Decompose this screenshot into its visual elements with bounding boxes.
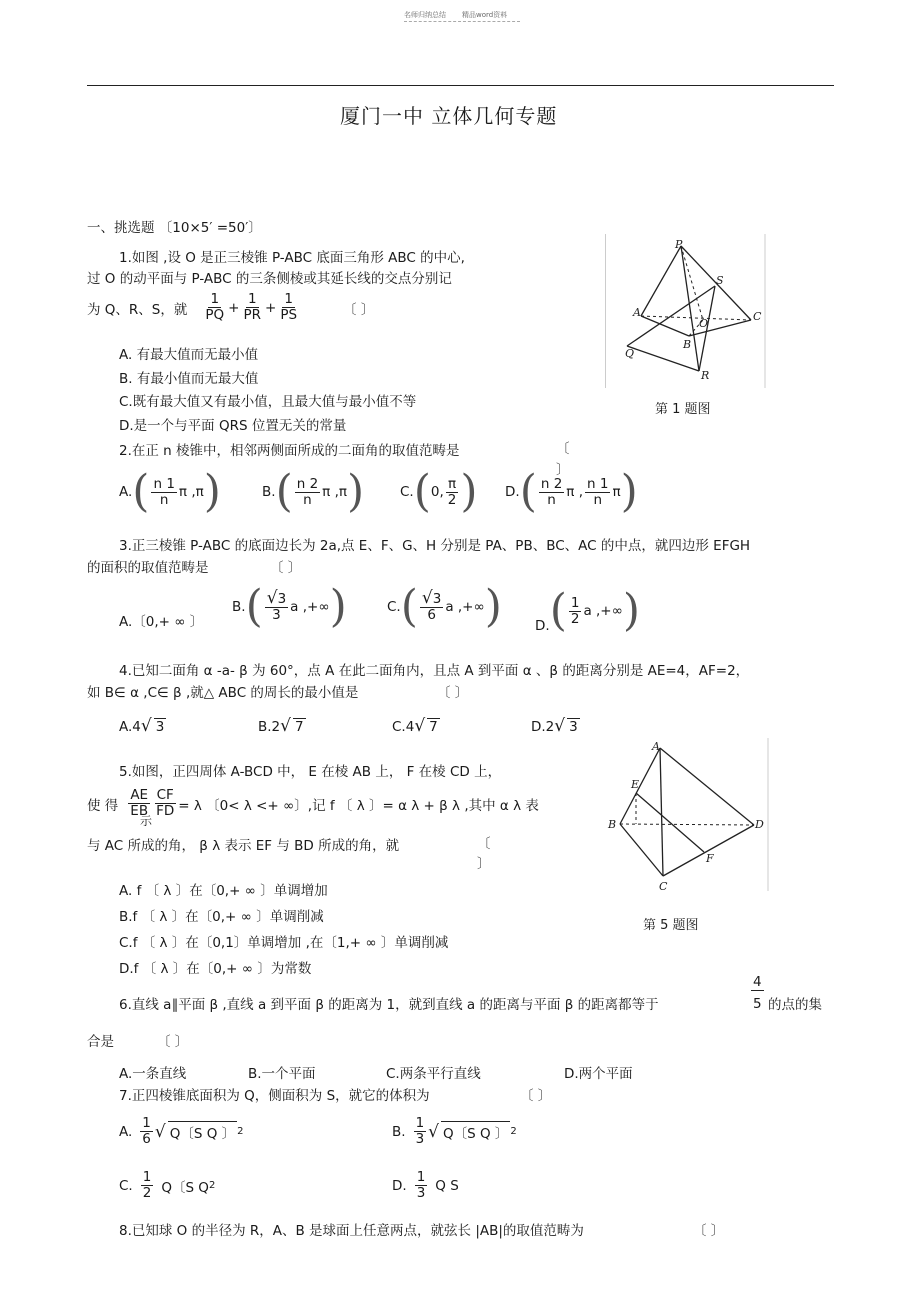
fig5-label-b: B [608, 818, 617, 831]
fig1-label-p: P [675, 238, 683, 251]
q5-bracket-bottom: 〕 [477, 856, 491, 872]
q6-tail: 的点的集 [768, 997, 822, 1013]
q5-option-d: D.f 〔 λ 〕在〔0,+ ∞ 〕为常数 [119, 961, 312, 977]
q1-option-c: C.既有最大值又有最小值，且最大值与最小值不等 [119, 394, 417, 410]
fig5-label-e: E [631, 778, 640, 791]
q5-line2: 使 得 $\frac{AE}{EB}$ $\frac{CF}{FD}$ = λ 〔0< λ <+ ∞〕,记 f 〔 λ 〕= α λ + β λ ,其中 α λ 表 [87, 787, 539, 819]
q2-option-c: C. ( 0, $\frac{\pi}{2}$ ) [400, 466, 478, 517]
q3-line1: 3.正三棱锥 P-ABC 的底面边长为 2a,点 E、F、G、H 分别是 PA、PB、BC、AC 的中点，就四边形 EFGH [119, 538, 751, 554]
fig5-label-f: F [706, 852, 714, 865]
q4-line2: 如 B∈ α ,C∈ β ,就△ ABC 的周长的最小值是 [87, 685, 359, 701]
q3-option-b: B. ( $\frac{√3}{3}$ a ,+∞ ) [232, 581, 347, 632]
q6-option-c: C.两条平行直线 [386, 1066, 481, 1082]
fig1-label-q: Q [625, 347, 635, 360]
q1-frac-pr: $\frac{1}{PR}$ [243, 291, 261, 323]
q6-fraction: $\frac{4}{5}$ [753, 974, 762, 1012]
q4-option-d: D.2√ 3 [531, 716, 578, 736]
q2-bracket-top: 〔 [556, 441, 570, 457]
q3-bracket: 〔 〕 [270, 560, 302, 576]
q1-plus-2: + [265, 299, 277, 316]
q6-line2: 合是 [87, 1034, 114, 1050]
q1-lead: 为 Q、R、S，就 [87, 301, 188, 318]
header-dash-line [404, 21, 520, 22]
fig1-label-o: O [699, 317, 709, 330]
q1-expression [87, 292, 374, 323]
q7-bracket: 〔 〕 [520, 1088, 552, 1104]
q3-option-a: A.〔0,+ ∞ 〕 [119, 614, 204, 630]
q1-bracket: 〔 〕 [343, 301, 375, 318]
q7-option-a: A. $\frac{1}{6}$ √ Q〔S Q 〕 2 [119, 1115, 244, 1147]
q6-option-d: D.两个平面 [564, 1066, 633, 1082]
q5-figure-caption: 第 5 题图 [643, 918, 699, 933]
q2-option-d: D. ( $\frac{n 2}{n}$ π , $\frac{n 1}{n}$ π ) [505, 466, 638, 517]
q5-figure [578, 738, 770, 893]
q1-line1: 1.如图 ,设 O 是正三棱锥 P-ABC 底面三角形 ABC 的中心, [119, 250, 465, 266]
q4-line1: 4.已知二面角 α -a- β 为 60°，点 A 在此二面角内，且点 A 到平面 α 、β 的距离分别是 AE=4，AF=2， [119, 663, 750, 679]
q7-option-d: D. $\frac{1}{3}$ Q S [392, 1169, 459, 1201]
fig5-label-d: D [755, 818, 764, 831]
q2-bracket-bottom: 〕 [556, 462, 570, 478]
q6-option-b: B.一个平面 [248, 1066, 316, 1082]
q2-option-a: A. ( $\frac{n 1}{n}$ π ,π ) [119, 466, 221, 517]
q4-option-b: B.2√ 7 [258, 716, 304, 736]
q3-option-c: C. ( $\frac{√3}{6}$ a ,+∞ ) [387, 581, 502, 632]
q1-option-a: A. 有最大值而无最小值 [119, 347, 259, 363]
q6-option-a: A.一条直线 [119, 1066, 187, 1082]
q4-option-c: C.4√ 7 [392, 716, 438, 736]
fig5-label-a: A [652, 740, 660, 753]
q1-line2: 过 O 的动平面与 P-ABC 的三条侧棱或其延长线的交点分别记 [87, 271, 452, 287]
q1-figure [605, 234, 767, 390]
q5-option-b: B.f 〔 λ 〕在〔0,+ ∞ 〕单调削减 [119, 909, 324, 925]
q1-option-d: D.是一个与平面 QRS 位置无关的常量 [119, 418, 347, 434]
q2-option-b: B. ( $\frac{n 2}{n}$ π ,π ) [262, 466, 365, 517]
q5-shi: 示 [140, 814, 153, 828]
q1-frac-ps: $\frac{1}{PS}$ [280, 291, 298, 323]
header-note-left: 名师归纳总结 [404, 11, 446, 19]
q1-frac-pq: $\frac{1}{PQ}$ [205, 291, 225, 323]
q1-option-b: B. 有最小值而无最大值 [119, 371, 259, 387]
q5-bracket-top: 〔 [477, 836, 491, 852]
fig1-label-a: A [633, 306, 641, 319]
q1-figure-caption: 第 1 题图 [655, 402, 711, 417]
q7-stem: 7.正四棱锥底面积为 Q，侧面积为 S，就它的体积为 [119, 1088, 430, 1104]
q7-option-b: B. $\frac{1}{3}$ √ Q〔S Q 〕 2 [392, 1115, 517, 1147]
q2-stem: 2.在正 n 棱锥中，相邻两侧面所成的二面角的取值范畴是 [119, 443, 460, 459]
q8-stem: 8.已知球 O 的半径为 R，A、B 是球面上任意两点，就弦长 |AB|的取值范畴为 [119, 1223, 584, 1239]
q5-option-a: A. f 〔 λ 〕在〔0,+ ∞ 〕单调增加 [119, 883, 328, 899]
q5-line1: 5.如图，正四周体 A-BCD 中， E 在棱 AB 上， F 在棱 CD 上， [119, 764, 502, 780]
fig1-label-b: B [683, 338, 692, 351]
q1-plus-1: + [228, 299, 240, 316]
fig1-label-c: C [753, 310, 762, 323]
q5-option-c: C.f 〔 λ 〕在〔0,1〕单调增加 ,在〔1,+ ∞ 〕单调削减 [119, 935, 449, 951]
header-note-right: 精品word资料 [462, 11, 508, 19]
q6-bracket: 〔 〕 [157, 1034, 189, 1050]
top-rule [87, 85, 834, 86]
q3-option-d: D. ( $\frac{1}{2}$ a ,+∞ ) [535, 585, 641, 636]
q8-bracket: 〔 〕 [693, 1223, 725, 1239]
q3-line2: 的面积的取值范畴是 [87, 560, 209, 576]
fig1-label-r: R [701, 369, 710, 382]
q7-option-c: C. $\frac{1}{2}$ Q〔S Q 2 [119, 1169, 216, 1201]
q4-option-a: A.4√ 3 [119, 716, 165, 736]
q5-line3: 与 AC 所成的角， β λ 表示 EF 与 BD 所成的角，就 [87, 838, 400, 854]
fig1-label-s: S [716, 274, 724, 287]
fig5-label-c: C [659, 880, 668, 893]
section-heading: 一、挑选题 〔10×5′ =50′〕 [87, 220, 262, 236]
page-title: 厦门一中 立体几何专题 [340, 104, 558, 128]
q6-line1: 6.直线 a∥平面 β ,直线 a 到平面 β 的距离为 1，就到直线 a 的距离与平面 β 的距离都等于 [119, 997, 659, 1013]
q4-bracket: 〔 〕 [437, 685, 469, 701]
